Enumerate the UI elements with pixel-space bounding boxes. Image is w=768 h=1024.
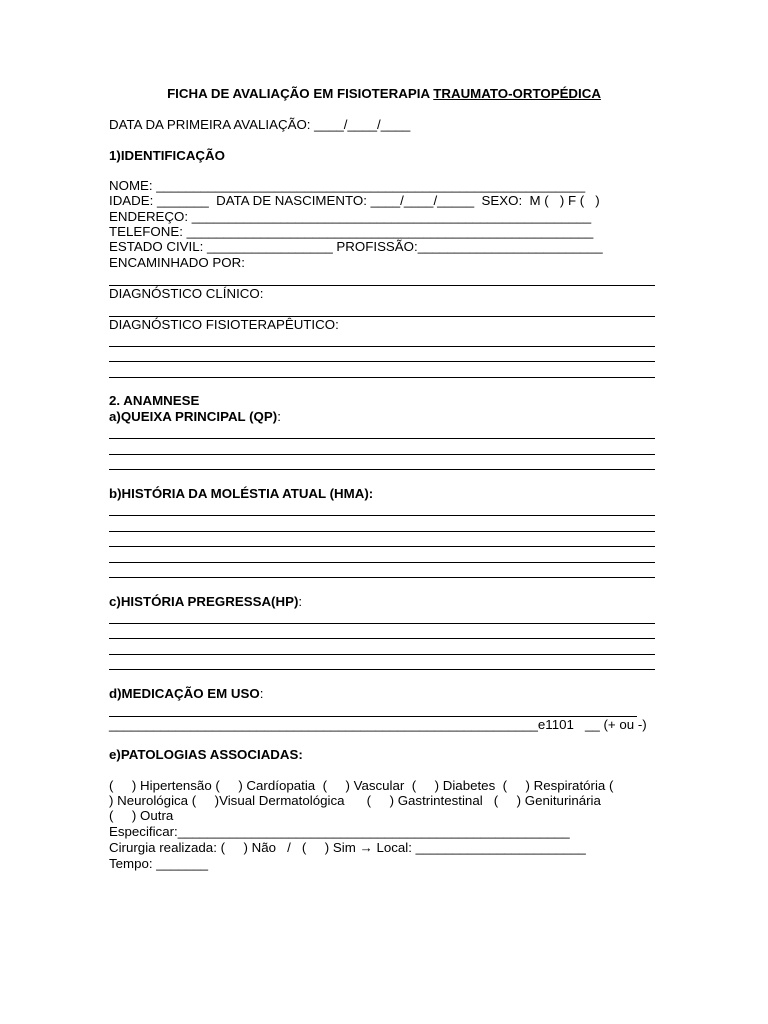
- past-history-line: [109, 669, 655, 670]
- medication-heading: d)MEDICAÇÃO EM USO: [109, 686, 260, 701]
- past-history-line: [109, 623, 655, 624]
- medication-line-2: __________________________________________________________e1101 __ (+ ou -): [109, 717, 647, 732]
- past-history-line: [109, 638, 655, 639]
- physio-diagnosis-line: [109, 361, 655, 362]
- medication-colon: :: [259, 686, 264, 701]
- physio-diagnosis-line: [109, 377, 655, 378]
- chief-complaint-line: [109, 469, 655, 470]
- form-title: [0, 86, 768, 101]
- chief-complaint-line: [109, 454, 655, 455]
- physio-diagnosis-label: DIAGNÓSTICO FISIOTERAPÊUTICO:: [109, 317, 339, 332]
- hma-line: [109, 577, 655, 578]
- past-history-colon: :: [298, 594, 303, 609]
- pathologies-options-line-3: ( ) Outra: [109, 808, 174, 823]
- civil-status-profession-field: ESTADO CIVIL: _________________ PROFISSÃO:_________________________: [109, 239, 603, 254]
- past-history-label: [109, 594, 302, 610]
- age-birth-sex-field: IDADE: _______ DATA DE NASCIMENTO: ____/____/_____ SEXO: M ( ) F ( ): [109, 193, 600, 208]
- chief-complaint-line: [109, 438, 655, 439]
- past-history-heading: c)HISTÓRIA PREGRESSA(HP): [109, 594, 299, 609]
- form-title-main: FICHA DE AVALIAÇÃO EM FISIOTERAPIA: [167, 86, 434, 101]
- chief-complaint-colon: :: [277, 409, 281, 424]
- time-field: Tempo: _______: [109, 856, 209, 871]
- hma-line: [109, 562, 655, 563]
- phone-field: TELEFONE: _______________________________________________________: [109, 224, 594, 239]
- associated-pathologies-heading: e)PATOLOGIAS ASSOCIADAS:: [109, 747, 303, 762]
- clinical-diagnosis-label: DIAGNÓSTICO CLÍNICO:: [109, 286, 264, 301]
- identification-heading: 1)IDENTIFICAÇÃO: [109, 148, 225, 163]
- hma-heading: b)HISTÓRIA DA MOLÉSTIA ATUAL (HMA):: [109, 486, 374, 501]
- name-field: NOME: __________________________________________________________: [109, 178, 586, 193]
- hma-line: [109, 546, 655, 547]
- hma-line: [109, 515, 655, 516]
- past-history-line: [109, 654, 655, 655]
- pathologies-options-line-1: ( ) Hipertensão ( ) Cardíopatia ( ) Vascular ( ) Diabetes ( ) Respiratória (: [109, 778, 614, 793]
- form-title-specialty: TRAUMATO-ORTOPÉDICA: [433, 86, 601, 101]
- referred-by-label: ENCAMINHADO POR:: [109, 255, 245, 270]
- medication-label: [109, 686, 263, 702]
- anamnese-heading: 2. ANAMNESE: [109, 393, 200, 408]
- surgery-field: Cirurgia realizada: ( ) Não / ( ) Sim → Local: _______________________: [109, 840, 586, 855]
- specify-field: Especificar:_____________________________________________________: [109, 824, 570, 839]
- pathologies-options-line-2: ) Neurológica ( )Visual Dermatológica ( ) Gastrintestinal ( ) Geniturinária: [109, 793, 601, 808]
- chief-complaint-heading: a)QUEIXA PRINCIPAL (QP): [109, 409, 278, 424]
- chief-complaint-label: [109, 409, 281, 425]
- address-field: ENDEREÇO: ______________________________________________________: [109, 209, 592, 224]
- hma-line: [109, 531, 655, 532]
- first-evaluation-date: DATA DA PRIMEIRA AVALIAÇÃO: ____/____/____: [109, 117, 411, 132]
- physio-diagnosis-line: [109, 346, 655, 347]
